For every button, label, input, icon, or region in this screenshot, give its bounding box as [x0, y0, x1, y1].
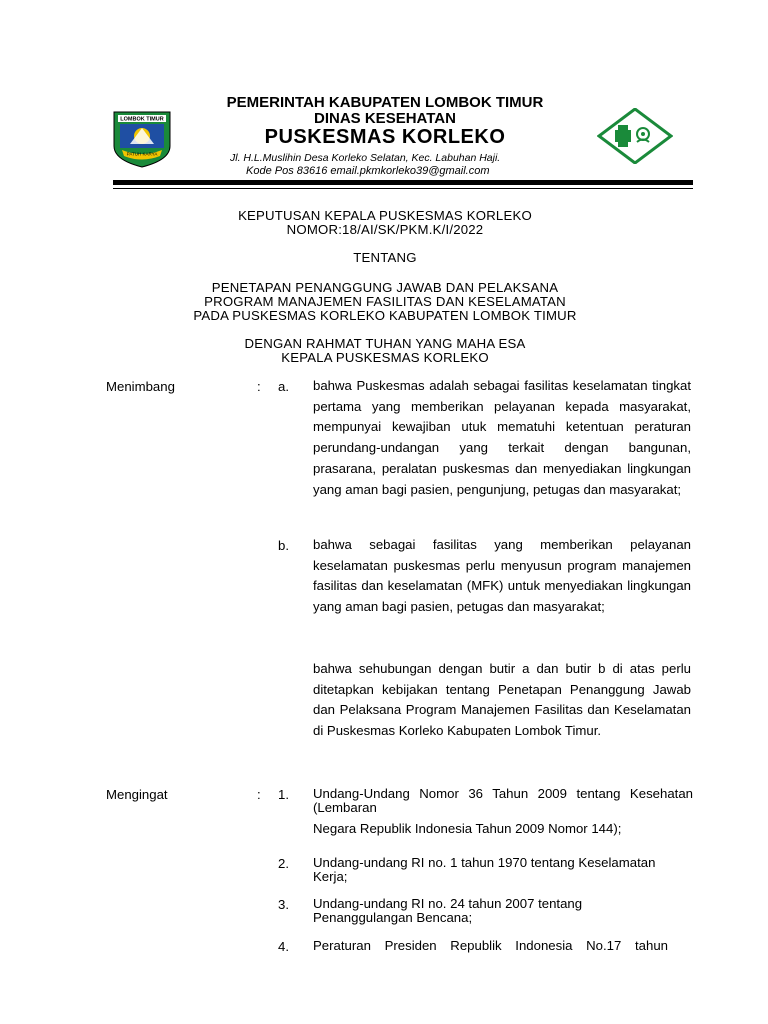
department-name: DINAS KESEHATAN: [314, 110, 456, 127]
organization-name: PUSKESMAS KORLEKO: [264, 126, 506, 148]
blessing-line-1: DENGAN RAHMAT TUHAN YANG MAHA ESA: [244, 336, 526, 351]
svg-text:PATUH KARYA: PATUH KARYA: [126, 151, 158, 157]
address-line-2: Kode Pos 83616 email.pkmkorleko39@gmail.com: [246, 165, 490, 177]
svg-text:LOMBOK TIMUR: LOMBOK TIMUR: [120, 116, 164, 123]
mengingat-marker-4: 4.: [278, 939, 289, 954]
mengingat-marker-1: 1.: [278, 787, 289, 802]
tentang-heading: TENTANG: [353, 250, 417, 265]
decision-number: NOMOR:18/AI/SK/PKM.K/I/2022: [286, 222, 484, 237]
mengingat-item-1: Undang-Undang Nomor 36 Tahun 2009 tentang Kesehatan (Lembaran: [313, 786, 693, 815]
subject-line-1: PENETAPAN PENANGGUNG JAWAB DAN PELAKSANA: [211, 280, 559, 295]
letterhead-rule-thick: [113, 180, 693, 185]
subject-line-2: PROGRAM MANAJEMEN FASILITAS DAN KESELAMATAN: [204, 294, 566, 309]
menimbang-marker-a: a.: [278, 379, 289, 394]
menimbang-item-a: bahwa Puskesmas adalah sebagai fasilitas keselamatan tingkat pertama yang memberikan pelayanan kepada masyarakat, mempunyai kewajiban utuk mematuhi ketentuan peraturan perundang-undangan yang terkait dengan bangunan, prasarana, peralatan puskesmas dan menyediakan lingkungan yang aman bagi pasien, pengunjung, petugas dan masyarakat;: [313, 378, 691, 497]
menimbang-marker-b: b.: [278, 538, 289, 553]
address-line-1: Jl. H.L.Muslihin Desa Korleko Selatan, Kec. Labuhan Haji.: [230, 152, 501, 164]
blessing-line-2: KEPALA PUSKESMAS KORLEKO: [281, 350, 489, 365]
mengingat-label: Mengingat: [106, 787, 168, 802]
mengingat-item-4: Peraturan Presiden Republik Indonesia No.17 tahun: [313, 938, 668, 953]
subject-line-3: PADA PUSKESMAS KORLEKO KABUPATEN LOMBOK TIMUR: [193, 308, 577, 323]
decision-title: KEPUTUSAN KEPALA PUSKESMAS KORLEKO: [238, 208, 532, 223]
government-name: PEMERINTAH KABUPATEN LOMBOK TIMUR: [226, 94, 544, 111]
mengingat-item-1-continued: Negara Republik Indonesia Tahun 2009 Nomor 144);: [313, 821, 622, 836]
menimbang-colon: :: [257, 379, 261, 394]
mengingat-marker-2: 2.: [278, 856, 289, 871]
mengingat-item-2: Undang-undang RI no. 1 tahun 1970 tentang Keselamatan Kerja;: [313, 855, 656, 884]
menimbang-label: Menimbang: [106, 379, 175, 394]
menimbang-item-c: bahwa sehubungan dengan butir a dan butir b di atas perlu ditetapkan kebijakan tentang Penetapan Penanggung Jawab dan Pelaksana Program Manajemen Fasilitas dan Keselamatan di Puskesmas Korleko Kabupaten Lombok Timur.: [313, 661, 691, 739]
menimbang-item-b: bahwa sebagai fasilitas yang memberikan pelayanan keselamatan puskesmas perlu menyusun program manajemen fasilitas dan keselamatan (MFK) untuk menyediakan lingkungan yang aman bagi pasien, petugas dan masyarakat;: [313, 537, 691, 615]
puskesmas-logo: [597, 108, 673, 164]
mengingat-marker-3: 3.: [278, 897, 289, 912]
letterhead-rule-thin: [113, 188, 693, 189]
mengingat-item-3: Undang-undang RI no. 24 tahun 2007 tentang Penanggulangan Bencana;: [313, 896, 583, 925]
mengingat-colon: :: [257, 787, 261, 802]
